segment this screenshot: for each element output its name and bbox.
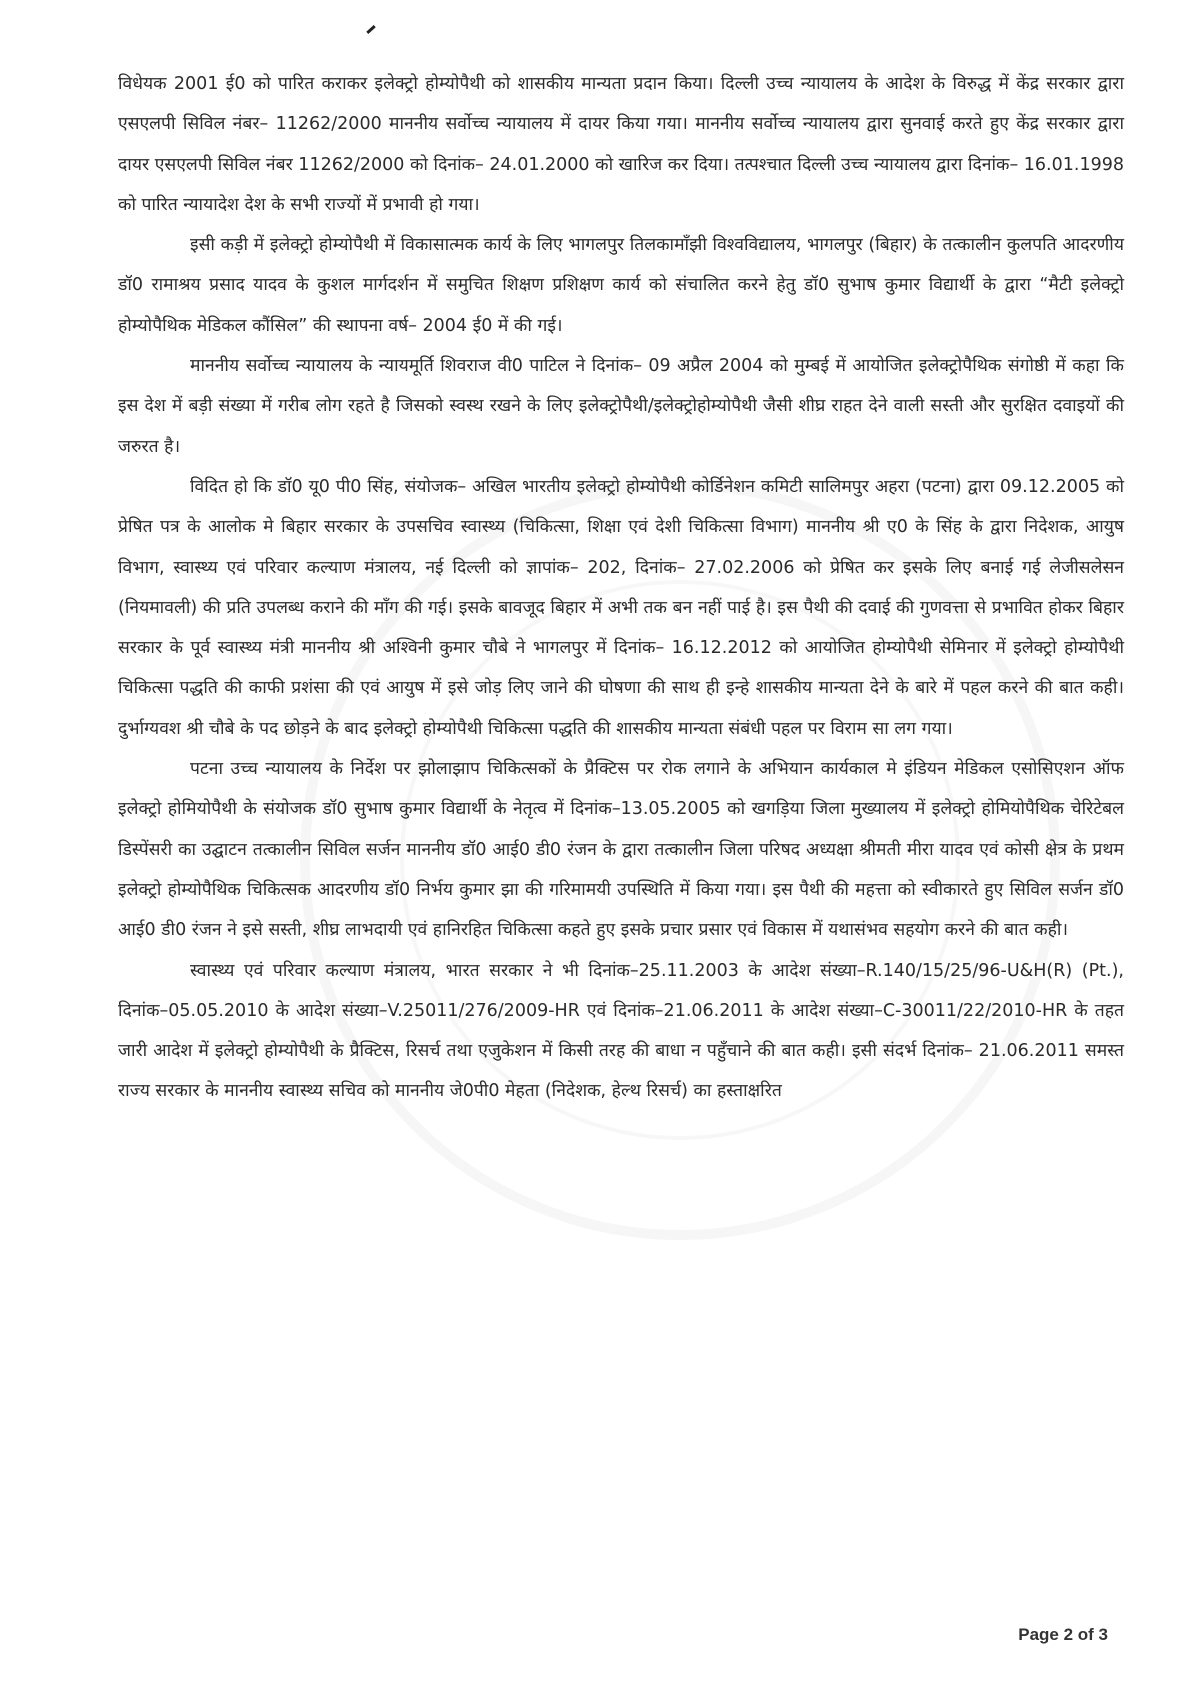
document-body — [118, 64, 1124, 1112]
paragraph-6: स्वास्थ्य एवं परिवार कल्याण मंत्रालय, भारत सरकार ने भी दिनांक–25.11.2003 के आदेश संख्या–R.140/15/25/96-U&H(R) (Pt.), दिनांक–05.05.2010 के आदेश संख्या–V.25011/276/2009-HR एवं दिनांक–21.06.2011 के आदेश संख्या–C-30011/22/2010-HR के तहत जारी आदेश में इलेक्ट्रो होम्योपैथी के प्रैक्टिस, रिसर्च तथा एजुकेशन में किसी तरह की बाधा न पहुँचाने की बात कही। इसी संदर्भ दिनांक– 21.06.2011 समस्त राज्य सरकार के माननीय स्वास्थ्य सचिव को माननीय जे0पी0 मेहता (निदेशक, हेल्थ रिसर्च) का हस्ताक्षरित — [118, 960, 1124, 1102]
page-number: Page 2 of 3 — [1018, 1625, 1108, 1644]
paragraph-5: पटना उच्च न्यायालय के निर्देश पर झोलाझाप चिकित्सकों के प्रैक्टिस पर रोक लगाने के अभियान कार्यकाल मे इंडियन मेडिकल एसोसिएशन ऑफ इलेक्ट्रो होमियोपैथी के संयोजक डॉ0 सुभाष कुमार विद्यार्थी के नेतृत्व में दिनांक–13.05.2005 को खगड़िया जिला मुख्यालय में इलेक्ट्रो होमियोपैथिक चेरिटेबल डिस्पेंसरी का उद्घाटन तत्कालीन सिविल सर्जन माननीय डॉ0 आई0 डी0 रंजन के द्वारा तत्कालीन जिला परिषद अध्यक्षा श्रीमती मीरा यादव एवं कोसी क्षेत्र के प्रथम इलेक्ट्रो होम्योपैथिक चिकित्सक आदरणीय डॉ0 निर्भय कुमार झा की गरिमामयी उपस्थिति में किया गया। इस पैथी की महत्ता को स्वीकारते हुए सिविल सर्जन डॉ0 आई0 डी0 रंजन ने इसे सस्ती, शीघ्र लाभदायी एवं हानिरहित चिकित्सा कहते हुए इसके प्रचार प्रसार एवं विकास में यथासंभव सहयोग करने की बात कही। — [118, 759, 1124, 941]
paragraph-4: विदित हो कि डॉ0 यू0 पी0 सिंह, संयोजक– अखिल भारतीय इलेक्ट्रो होम्योपैथी कोर्डिनेशन कमिटी सालिमपुर अहरा (पटना) द्वारा 09.12.2005 को प्रेषित पत्र के आलोक मे बिहार सरकार के उपसचिव स्वास्थ्य (चिकित्सा, शिक्षा एवं देशी चिकित्सा विभाग) माननीय श्री ए0 के सिंह के द्वारा निदेशक, आयुष विभाग, स्वास्थ्य एवं परिवार कल्याण मंत्रालय, नई दिल्ली को ज्ञापांक– 202, दिनांक– 27.02.2006 को प्रेषित कर इसके लिए बनाई गई लेजीसलेसन (नियमावली) की प्रति उपलब्ध कराने की माँग की गई। इसके बावजूद बिहार में अभी तक बन नहीं पाई है। इस पैथी की दवाई की गुणवत्ता से प्रभावित होकर बिहार सरकार के पूर्व स्वास्थ्य मंत्री माननीय श्री अश्विनी कुमार चौबे ने भागलपुर में दिनांक– 16.12.2012 को आयोजित होम्योपैथी सेमिनार में इलेक्ट्रो होम्योपैथी चिकित्सा पद्धति की काफी प्रशंसा की एवं आयुष में इसे जोड़ लिए जाने की घोषणा की साथ ही इन्हे शासकीय मान्यता देने के बारे में पहल करने की बात कही। दुर्भाग्यवश श्री चौबे के पद छोड़ने के बाद इलेक्ट्रो होम्योपैथी चिकित्सा पद्धति की शासकीय मान्यता संबंधी पहल पर विराम सा लग गया। — [118, 476, 1124, 739]
pen-mark — [366, 25, 375, 34]
paragraph-1: विधेयक 2001 ई0 को पारित कराकर इलेक्ट्रो होम्योपैथी को शासकीय मान्यता प्रदान किया। दिल्ली उच्च न्यायालय के आदेश के विरुद्ध में केंद्र सरकार द्वारा एसएलपी सिविल नंबर– 11262/2000 माननीय सर्वोच्च न्यायालय में दायर किया गया। माननीय सर्वोच्च न्यायालय द्वारा सुनवाई करते हुए केंद्र सरकार द्वारा दायर एसएलपी सिविल नंबर 11262/2000 को दिनांक– 24.01.2000 को खारिज कर दिया। तत्पश्चात दिल्ली उच्च न्यायालय द्वारा दिनांक– 16.01.1998 को पारित न्यायादेश देश के सभी राज्यों में प्रभावी हो गया। — [118, 74, 1124, 215]
paragraph-2: इसी कड़ी में इलेक्ट्रो होम्योपैथी में विकासात्मक कार्य के लिए भागलपुर तिलकामाँझी विश्वविद्यालय, भागलपुर (बिहार) के तत्कालीन कुलपति आदरणीय डॉ0 रामाश्रय प्रसाद यादव के कुशल मार्गदर्शन में समुचित शिक्षण प्रशिक्षण कार्य को संचालित करने हेतु डॉ0 सुभाष कुमार विद्यार्थी के द्वारा “मैटी इलेक्ट्रो होम्योपैथिक मेडिकल कौंसिल” की स्थापना वर्ष– 2004 ई0 में की गई। — [118, 235, 1124, 336]
paragraph-3: माननीय सर्वोच्च न्यायालय के न्यायमूर्ति शिवराज वी0 पाटिल ने दिनांक– 09 अप्रैल 2004 को मुम्बई में आयोजित इलेक्ट्रोपैथिक संगोष्ठी में कहा कि इस देश में बड़ी संख्या में गरीब लोग रहते है जिसको स्वस्थ रखने के लिए इलेक्ट्रोपैथी/इलेक्ट्रोहोम्योपैथी जैसी शीघ्र राहत देने वाली सस्ती और सुरक्षित दवाइयों की जरुरत है। — [118, 356, 1124, 457]
